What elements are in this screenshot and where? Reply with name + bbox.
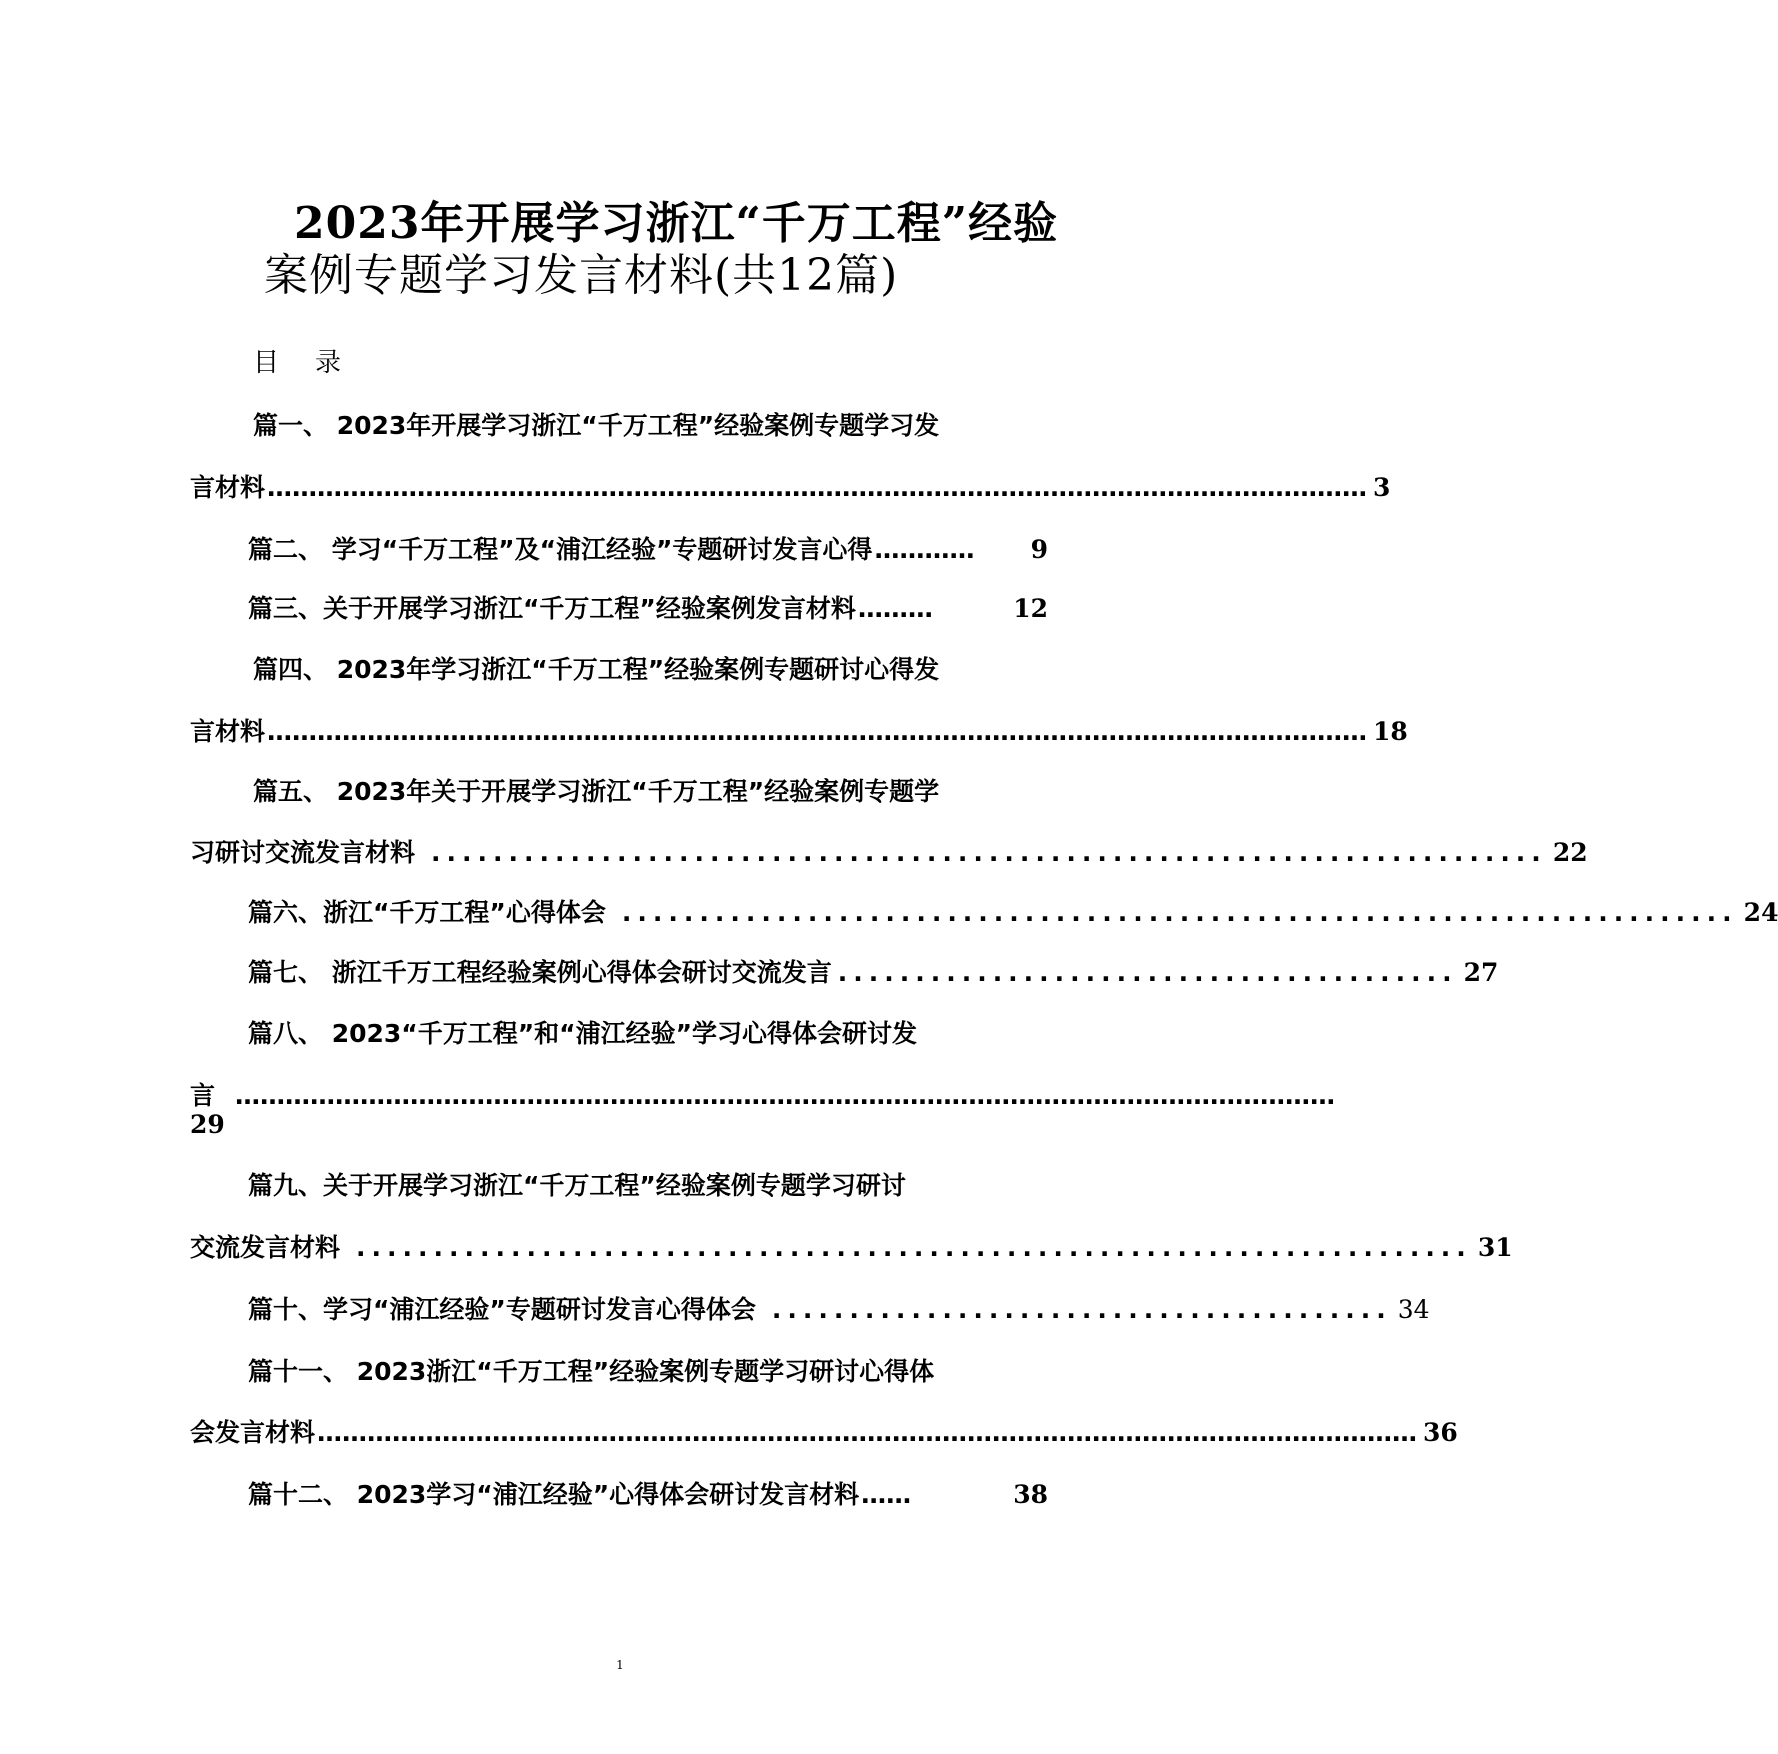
toc-entry-4-line-1 [253,650,1053,690]
toc-entry-2-page: 9 [1030,535,1048,564]
toc-entry-11-leader: …………………………………………………………………………………………………………………… [317,1418,1418,1447]
toc-entry-10 [248,1290,1430,1330]
toc-heading-char-2: 录 [315,348,342,378]
toc-entry-6-leader: ........................................................................ [621,898,1738,927]
toc-entry-3-title: 篇三、关于开展学习浙江“千万工程”经验案例发言材料 [248,594,856,623]
toc-entry-9-page: 31 [1477,1233,1513,1262]
toc-entry-7-title: 篇七、 浙江千万工程经验案例心得体会研讨交流发言 [248,958,832,987]
toc-entry-12-leader: …… [861,1480,912,1509]
toc-entry-1-line-2 [190,468,1391,508]
toc-entry-1-leader: …………………………………………………………………………………………………………………… [267,473,1368,502]
toc-entry-11-title-cont: 会发言材料 [190,1418,316,1447]
toc-entry-8-leader: …………………………………………………………………………………………………………………… [235,1081,1336,1110]
toc-entry-2-leader: ………… [874,535,975,564]
toc-entry-3-leader: ……… [857,594,933,623]
document-title-line-1: 2023年开展学习浙江“千万工程”经验 [294,198,1059,249]
toc-entry-8-line-1 [248,1014,1048,1054]
toc-entry-1-line-1 [253,406,1053,446]
toc-entry-9-title: 篇九、关于开展学习浙江“千万工程”经验案例专题学习研讨 [248,1171,906,1200]
toc-entry-8-page: 29 [190,1110,225,1139]
toc-entry-11-line-2 [190,1413,1458,1453]
toc-entry-7 [248,953,1499,993]
toc-entry-9-line-1 [248,1166,1048,1206]
toc-entry-12 [248,1475,1048,1515]
toc-entry-6-title: 篇六、浙江“千万工程”心得体会 [248,898,606,927]
toc-entry-5-title-cont: 习研讨交流发言材料 [190,838,416,867]
toc-heading [253,346,341,380]
toc-entry-11-page: 36 [1423,1418,1458,1447]
toc-entry-7-leader: ........................................ [837,958,1458,987]
toc-entry-8-title: 篇八、 2023“千万工程”和“浦江经验”学习心得体会研讨发 [248,1019,918,1048]
toc-entry-4-page: 18 [1373,717,1408,746]
toc-entry-4-title: 篇四、 2023年学习浙江“千万工程”经验案例专题研讨心得发 [253,655,940,684]
toc-entry-12-page: 38 [1013,1480,1048,1509]
toc-entry-3 [248,589,1048,629]
toc-entry-9-line-2 [190,1228,1513,1268]
toc-entry-1-title: 篇一、 2023年开展学习浙江“千万工程”经验案例专题学习发 [253,411,940,440]
toc-entry-6 [248,893,1778,933]
toc-entry-5-line-1 [253,772,1053,812]
toc-entry-12-title: 篇十二、 2023学习“浦江经验”心得体会研讨发言材料 [248,1480,860,1509]
toc-entry-9-title-cont: 交流发言材料 [190,1233,341,1262]
toc-entry-4-line-2 [190,712,1408,752]
toc-entry-8-line-2 [190,1076,1336,1116]
toc-entry-4-title-cont: 言材料 [190,717,266,746]
toc-entry-5-page: 22 [1552,838,1588,867]
toc-entry-2-title: 篇二、 学习“千万工程”及“浦江经验”专题研讨发言心得 [248,535,873,564]
toc-entry-4-leader: …………………………………………………………………………………………………………………… [267,717,1368,746]
toc-entry-10-page: 34 [1397,1295,1430,1324]
toc-entry-11-line-1 [248,1352,1048,1392]
toc-entry-1-page: 3 [1373,473,1391,502]
toc-entry-5-title: 篇五、 2023年关于开展学习浙江“千万工程”经验案例专题学 [253,777,940,806]
toc-entry-11-title: 篇十一、 2023浙江“千万工程”经验案例专题学习研讨心得体 [248,1357,935,1386]
toc-entry-2 [248,530,1048,570]
toc-entry-9-leader: ........................................................................ [356,1233,1472,1262]
toc-entry-3-page: 12 [1013,594,1048,623]
toc-entry-10-leader: ........................................ [771,1295,1392,1324]
toc-heading-char-1: 目 [253,348,280,378]
toc-entry-5-line-2 [190,833,1588,873]
toc-entry-1-title-cont: 言材料 [190,473,266,502]
page-number: 1 [616,1658,624,1672]
toc-entry-7-page: 27 [1463,958,1499,987]
toc-entry-10-title: 篇十、学习“浦江经验”专题研讨发言心得体会 [248,1295,756,1324]
toc-entry-6-page: 24 [1743,898,1778,927]
toc-entry-5-leader: ........................................................................ [431,838,1547,867]
document-title-line-2: 案例专题学习发言材料(共12篇) [264,250,899,301]
toc-entry-8-title-cont: 言 [190,1081,216,1110]
